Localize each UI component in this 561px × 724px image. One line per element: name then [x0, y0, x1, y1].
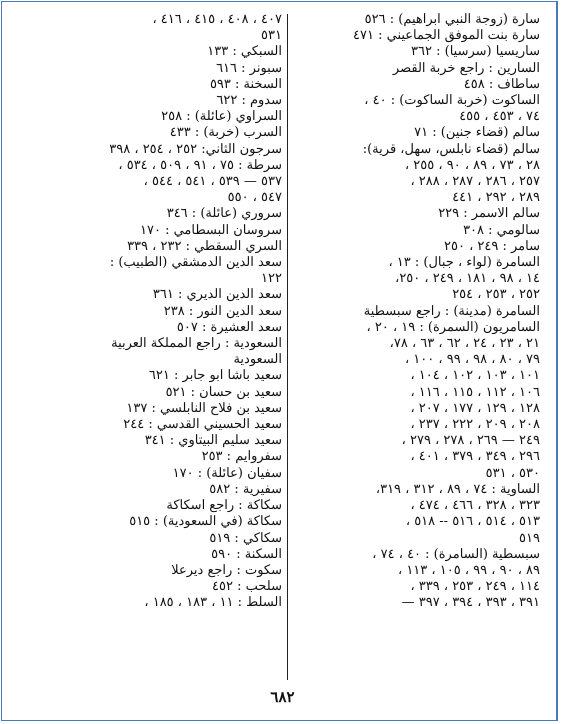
index-entry: سالم (قضاء جنين) : ٧١: [414, 125, 540, 141]
index-entry: سعيد الحسيني القدسي : ٢٤٤: [123, 417, 282, 433]
index-entry: ٢٨ ، ٧٣ ، ٨٩ ، ٩٠ ، ٢٥٥ ،: [404, 157, 540, 173]
index-page: [32, 12, 540, 680]
index-entry: سعيد بن فلاح النابلسي : ١٣٧: [126, 400, 282, 416]
index-entry: سبونر : ٦١٦: [216, 60, 282, 76]
index-entry: سدوم : ٦٢٢: [216, 93, 282, 109]
index-entry: سفيان (عائلة) : ١٧٠: [172, 465, 282, 481]
index-entry: ساطاف : ٤٥٨: [463, 76, 540, 92]
index-entry: السكنة : ٥٩٠: [211, 546, 282, 562]
index-entry: سالم الاسمر : ٢٢٩: [438, 206, 540, 222]
index-entry: السبكي : ١٣٣: [207, 44, 282, 60]
index-entry: سرجون الثاني: ٢٥٢ ، ٢٥٤ ، ٣٩٨: [109, 141, 282, 157]
index-entry: ٣٩١ ، ٣٩٣ ، ٣٩٤ ، ٣٩٧ —: [401, 595, 540, 611]
index-entry: ٢٤٩ — ٢٦٩ ، ٢٧٨ ، ٢٧٩ ،: [401, 433, 540, 449]
index-entry: السعودية: [233, 352, 282, 368]
index-entry: سالومي : ٣٠٨: [463, 222, 540, 238]
index-entry: سالم (قضاء نابلس، سهل، قرية):: [362, 141, 540, 157]
index-entry: السخنة : ٥٩٣: [209, 76, 282, 92]
index-entry: السامرة (مدينة) : راجع سبسطية: [363, 303, 540, 319]
index-entry: ٢٨٩ ، ٢٩٢ ، ٤٤١: [452, 190, 540, 206]
index-entry: سبسطية (السامرة) : ٤٠ ، ٧٤ ،: [372, 546, 540, 562]
index-entry: ٥٣١: [261, 28, 282, 44]
index-entry: ٥٣٧ — ٥٣٩ ، ٥٤١ ، ٥٤٤ ،: [143, 174, 282, 190]
index-entry: ٢٩٦ ، ٣٤٩ ، ٣٧٩ ، ٤٠١ ،: [410, 449, 540, 465]
index-entry: ١٢٨ ، ١٢٩ ، ١٧٧ ، ٢٠٧ ،: [410, 400, 540, 416]
index-entry: سعد الدين الدمشقي (الطبيب) :: [109, 255, 282, 271]
index-entry: ٧٤ ، ٤٥٣ ، ٤٥٥: [459, 109, 540, 125]
index-entry: سارة (زوجة النبي ابراهيم) : ٥٢٦: [364, 12, 540, 27]
index-entry: ٣٢٣ ، ٣٢٨ ، ٤٦٦ ، ٤٧٤ ،: [410, 498, 540, 514]
index-entry: السارين : راجع خربة القصر: [392, 60, 540, 76]
column-divider: [287, 14, 288, 680]
index-entry: ١٠٦ ، ١١٢ ، ١١٥ ، ١١٦ ،: [410, 384, 540, 400]
index-entry: ٥٤٧ ، ٥٥٠: [227, 190, 282, 206]
index-entry: سروري (عائلة) : ٣٤٦: [166, 206, 282, 222]
index-entry: سرطة : ٧٥ ، ٩١ ، ٥٠٩ ، ٥٣٤ ،: [118, 157, 282, 173]
index-entry: ٨٩ ، ٩٠ ، ٩٩ ، ١٠٥ ، ١١٣ ،: [397, 562, 540, 578]
index-entry: سفيرية : ٥٨٢: [209, 481, 282, 497]
index-entry: السري السقطي : ٢٣٢ ، ٣٣٩: [127, 238, 282, 254]
index-entry: ١٢٢: [261, 271, 282, 287]
index-entry: ٥٣٠ ، ٥٣١: [485, 465, 540, 481]
index-entry: ٢٥٢ ، ٢٥٣ ، ٢٥٤: [452, 287, 540, 303]
index-entry: ١١٤ ، ٢٤٩ ، ٢٥٣ ، ٣٣٩ ،: [410, 579, 540, 595]
index-entry: الساكوت (خربة الساكوت) : ٤٠ ،: [364, 93, 540, 109]
index-entry: ساريسيا (سرسيا) : ٣٦٢: [411, 44, 540, 60]
index-entry: سارة بنت الموفق الجماعيني : ٤٧١: [353, 28, 540, 44]
index-entry: سعيد باشا ابو جابر : ٦٢١: [148, 368, 282, 384]
index-entry: الساوية : ٧٤ ، ٨٩ ، ٣١٢ ، ٣١٩،: [375, 481, 540, 497]
index-entry: السرب (خربة) : ٤٣٣: [169, 125, 282, 141]
index-entry: سكاكة (في السعودية) : ٥١٥: [129, 514, 282, 530]
index-entry: سامر : ٢٤٩ ، ٢٥٠: [443, 238, 540, 254]
index-entry: سعد الدين النور : ٢٣٨: [163, 303, 282, 319]
index-entry: سلحب : ٤٥٢: [212, 579, 282, 595]
index-entry: ١٤ ، ٩٨ ، ١٨١ ، ٢٤٩ ، ٢٥٠،: [395, 271, 540, 287]
page-number: ٦٨٢: [270, 688, 295, 706]
index-entry: ٢١ ، ٢٣ ، ٢٤ ، ٦٢ ، ٦٣ ، ٧٨،: [389, 336, 540, 352]
page-frame: [1, 1, 558, 721]
index-entry: السعودية : راجع المملكة العربية: [111, 336, 282, 352]
index-column-left: [32, 12, 282, 680]
index-entry: ٢٥٧ ، ٢٨٦ ، ٢٨٧ ، ٢٨٨ ،: [410, 174, 540, 190]
index-entry: السلط : ١١ ، ١٨٣ ، ١٨٥ ،: [144, 595, 282, 611]
index-entry: ٢٠٨ ، ٢٠٩ ، ٢٢٢ ، ٢٣٧ ،: [410, 417, 540, 433]
index-entry: ٥١٩: [519, 530, 540, 546]
index-entry: ٤٠٧ ، ٤٠٨ ، ٤١٥ ، ٤١٦ ،: [152, 12, 282, 27]
index-entry: سفروايم : ٢٥٣: [201, 449, 282, 465]
index-entry: سعد الدين الديري : ٣٦١: [152, 287, 282, 303]
index-entry: سروسان البسطامي : ١٧٠: [140, 222, 282, 238]
index-entry: سعيد بن حسان : ٥٢١: [165, 384, 282, 400]
index-column-right: [290, 12, 540, 680]
index-entry: سكوت : راجع ديرعلا: [171, 562, 282, 578]
index-entry: السامرة (لواء ، جبال) : ١٣ ،: [388, 255, 540, 271]
index-entry: سعد العشيرة : ٥٠٧: [176, 319, 282, 335]
index-entry: ١٠١ ، ١٠٣ ، ١٠٢ ، ١٠٤ ،: [410, 368, 540, 384]
index-entry: السامريون (السمرة) : ١٩ ، ٢٠ ،: [366, 319, 540, 335]
index-entry: ٥١٣ ، ٥١٤ ، ٥١٦ -- ٥١٨ ،: [405, 514, 540, 530]
index-entry: ٧٩ ، ٨٠ ، ٩٨ ، ٩٩ ، ١٠٠ ،: [404, 352, 540, 368]
index-entry: السراوي (عائلة) : ٢٥٨: [161, 109, 282, 125]
index-entry: سعيد سليم البيتاوي : ٣٤١: [144, 433, 282, 449]
index-entry: سكاكي : ٥١٩: [209, 530, 282, 546]
index-entry: سكاكة : راجع اسكاكة: [166, 498, 282, 514]
